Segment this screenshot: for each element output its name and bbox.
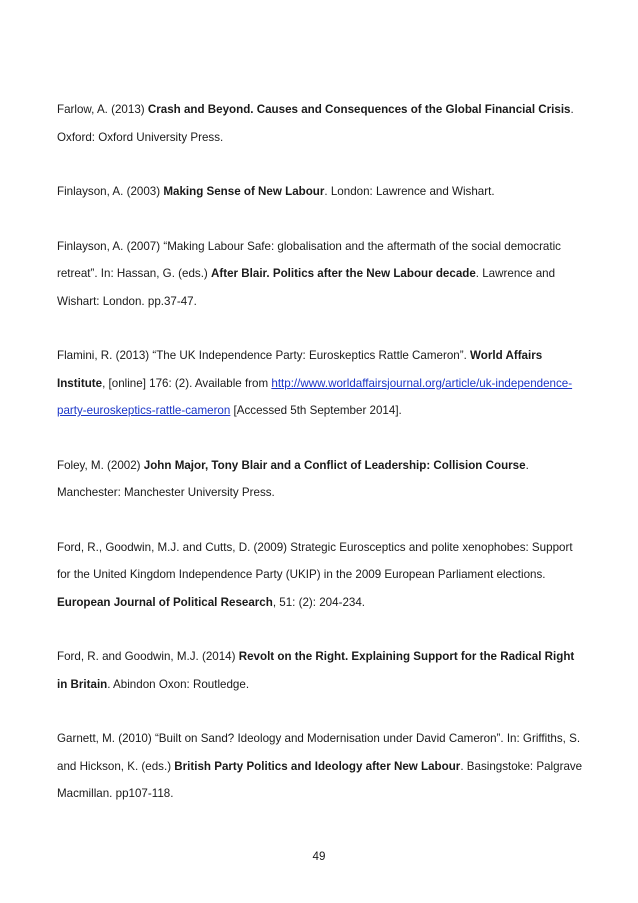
reference-title: European Journal of Political Research (57, 595, 273, 609)
reference-text: . London: Lawrence and Wishart. (324, 185, 495, 198)
reference-title: World Affairs Institute (57, 349, 543, 390)
reference-text: . Oxford: Oxford University Press. (57, 103, 574, 144)
page-number: 49 (312, 850, 326, 863)
reference-text: Foley, M. (2002) (57, 458, 144, 472)
reference-text: Garnett, M. (2010) “Built on Sand? Ideology and Modernisation under David Cameron”. In: Griffiths, S. and Hickson, K. (eds.) (57, 732, 581, 773)
reference-title: British Party Politics and Ideology after New Labour (174, 759, 461, 773)
reference-text: [Accessed 5th September 2014]. (230, 404, 402, 417)
reference-title: After Blair. Politics after the New Labour decade (211, 267, 476, 280)
reference-text: Farlow, A. (2013) (57, 103, 148, 116)
reference-entry (57, 178, 587, 206)
reference-text: . Abindon Oxon: Routledge. (107, 677, 250, 691)
reference-text: , 51: (2): 204-234. (272, 595, 366, 609)
reference-text: . Manchester: Manchester University Press. (57, 458, 529, 499)
reference-text: Flamini, R. (2013) “The UK Independence Party: Euroskeptics Rattle Cameron”. (57, 349, 471, 362)
reference-text: . Basingstoke: Palgrave Macmillan. pp107-118. (57, 759, 583, 800)
reference-text: , [online] 176: (2). Available from (102, 376, 272, 390)
reference-entry (57, 233, 587, 316)
reference-entry (57, 452, 587, 507)
reference-title: Crash and Beyond. Causes and Consequences of the Global Financial Crisis (147, 103, 571, 116)
reference-entry (57, 643, 587, 698)
reference-entry (57, 725, 587, 808)
reference-text: Ford, R., Goodwin, M.J. and Cutts, D. (2009) Strategic Eurosceptics and polite xenophobes: Support for the United Kingdom Independence Party (UKIP) in the 2009 European Parliament elections. (57, 540, 573, 581)
reference-text: Finlayson, A. (2003) (57, 185, 164, 198)
reference-title: John Major, Tony Blair and a Conflict of Leadership: Collision Course (143, 458, 526, 472)
reference-title: Revolt on the Right. Explaining Support for the Radical Right in Britain (57, 650, 575, 691)
reference-text: . Lawrence and Wishart: London. pp.37-47. (57, 267, 556, 308)
reference-text: Ford, R. and Goodwin, M.J. (2014) (57, 650, 239, 663)
reference-entry (57, 96, 587, 151)
reference-entry (57, 534, 587, 617)
reference-title: Making Sense of New Labour (163, 185, 325, 198)
reference-url-link[interactable]: http://www.worldaffairsjournal.org/article/uk-independence-party-euroskeptics-rattle-cameron (57, 376, 573, 417)
reference-text: Finlayson, A. (2007) “Making Labour Safe: globalisation and the aftermath of the social democratic retreat”. In: Hassan, G. (eds.) (57, 239, 561, 280)
reference-entry (57, 342, 587, 425)
reference-list (57, 96, 587, 835)
